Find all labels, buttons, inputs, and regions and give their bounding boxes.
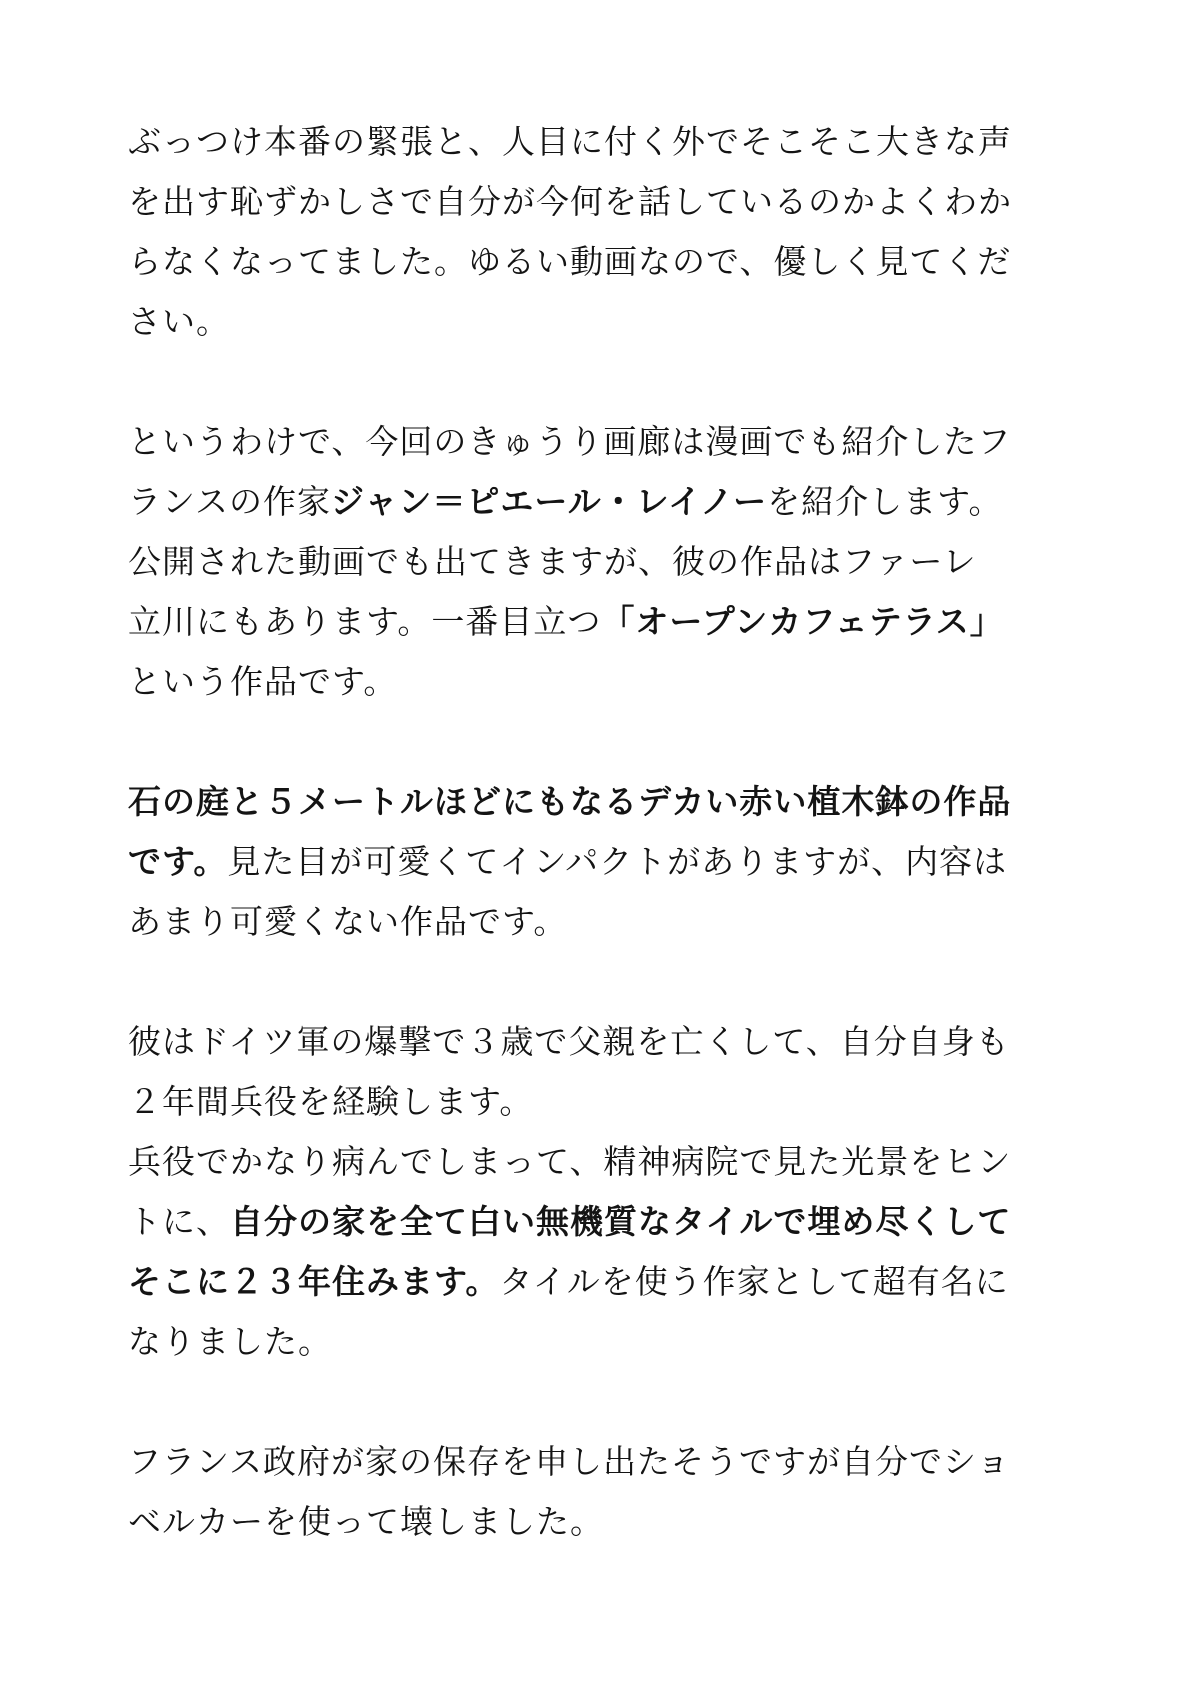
paragraph-5-line-2 <box>128 1498 1068 1546</box>
paragraph-3-line-1 <box>128 778 1068 826</box>
paragraph-2-line-2 <box>128 478 1068 526</box>
text-run: を出す恥ずかしさで自分が今何を話しているのかよくわか <box>128 182 1012 221</box>
paragraph-2-line-1 <box>128 418 1068 466</box>
text-run: ２年間兵役を経験します。 <box>128 1082 534 1121</box>
text-run: ランスの作家 <box>128 482 332 521</box>
paragraph-4-line-5 <box>128 1258 1068 1306</box>
text-run-bold: 石の庭と５メートルほどにもなるデカい赤い植木鉢の作品 <box>128 782 1012 821</box>
paragraph-1-line-1 <box>128 118 1068 166</box>
text-run: ぶっつけ本番の緊張と、人目に付く外でそこそこ大きな声 <box>128 122 1012 161</box>
text-run-bold: です。 <box>128 842 228 881</box>
text-run-bold: そこに２３年住みます。 <box>128 1262 500 1301</box>
text-run-bold: 「オープンカフェテラス」 <box>601 602 1004 641</box>
text-run-bold: ジャン＝ピエール・レイノー <box>331 482 768 521</box>
text-run: らなくなってました。ゆるい動画なので、優しく見てくだ <box>128 242 1012 281</box>
text-run: タイルを使う作家として超有名に <box>499 1262 1009 1301</box>
paragraph-1-line-2 <box>128 178 1068 226</box>
paragraph-2-line-3 <box>128 538 1068 586</box>
paragraph-4-line-3 <box>128 1138 1068 1186</box>
paragraph-4-line-2 <box>128 1078 1068 1126</box>
paragraph-3-line-2 <box>128 838 1068 886</box>
text-run: フランス政府が家の保存を申し出たそうですが自分でショ <box>128 1442 1011 1481</box>
text-run: という作品です。 <box>128 662 398 701</box>
paragraph-2-line-4 <box>128 598 1068 646</box>
text-run: さい。 <box>128 302 230 341</box>
paragraph-2-line-5 <box>128 658 1068 706</box>
text-run: 見た目が可愛くてインパクトがありますが、内容は <box>227 842 1008 881</box>
paragraph-4-line-4 <box>128 1198 1068 1246</box>
paragraph-1-line-4 <box>128 298 1068 346</box>
text-run: あまり可愛くない作品です。 <box>128 902 568 941</box>
text-run: を紹介します。 <box>767 482 1003 521</box>
text-run: 彼はドイツ軍の爆撃で３歳で父親を亡くして、自分自身も <box>128 1022 1010 1061</box>
text-run: 兵役でかなり病んでしまって、精神病院で見た光景をヒン <box>128 1142 1012 1181</box>
text-run: なりました。 <box>128 1322 332 1361</box>
paragraph-3-line-3 <box>128 898 1068 946</box>
paragraph-5-line-1 <box>128 1438 1068 1486</box>
paragraph-1-line-3 <box>128 238 1068 286</box>
text-run-bold: 自分の家を全て白い無機質なタイルで埋め尽くして <box>230 1202 1012 1241</box>
text-run: トに、 <box>128 1202 230 1241</box>
text-run: 立川にもあります。一番目立つ <box>128 602 602 641</box>
paragraph-4-line-6 <box>128 1318 1068 1366</box>
text-run: というわけで、今回のきゅうり画廊は漫画でも紹介したフ <box>128 422 1012 461</box>
text-run: 公開された動画でも出てきますが、彼の作品はファーレ <box>128 542 977 581</box>
paragraph-4-line-1 <box>128 1018 1068 1066</box>
text-run: ベルカーを使って壊しました。 <box>128 1502 604 1541</box>
